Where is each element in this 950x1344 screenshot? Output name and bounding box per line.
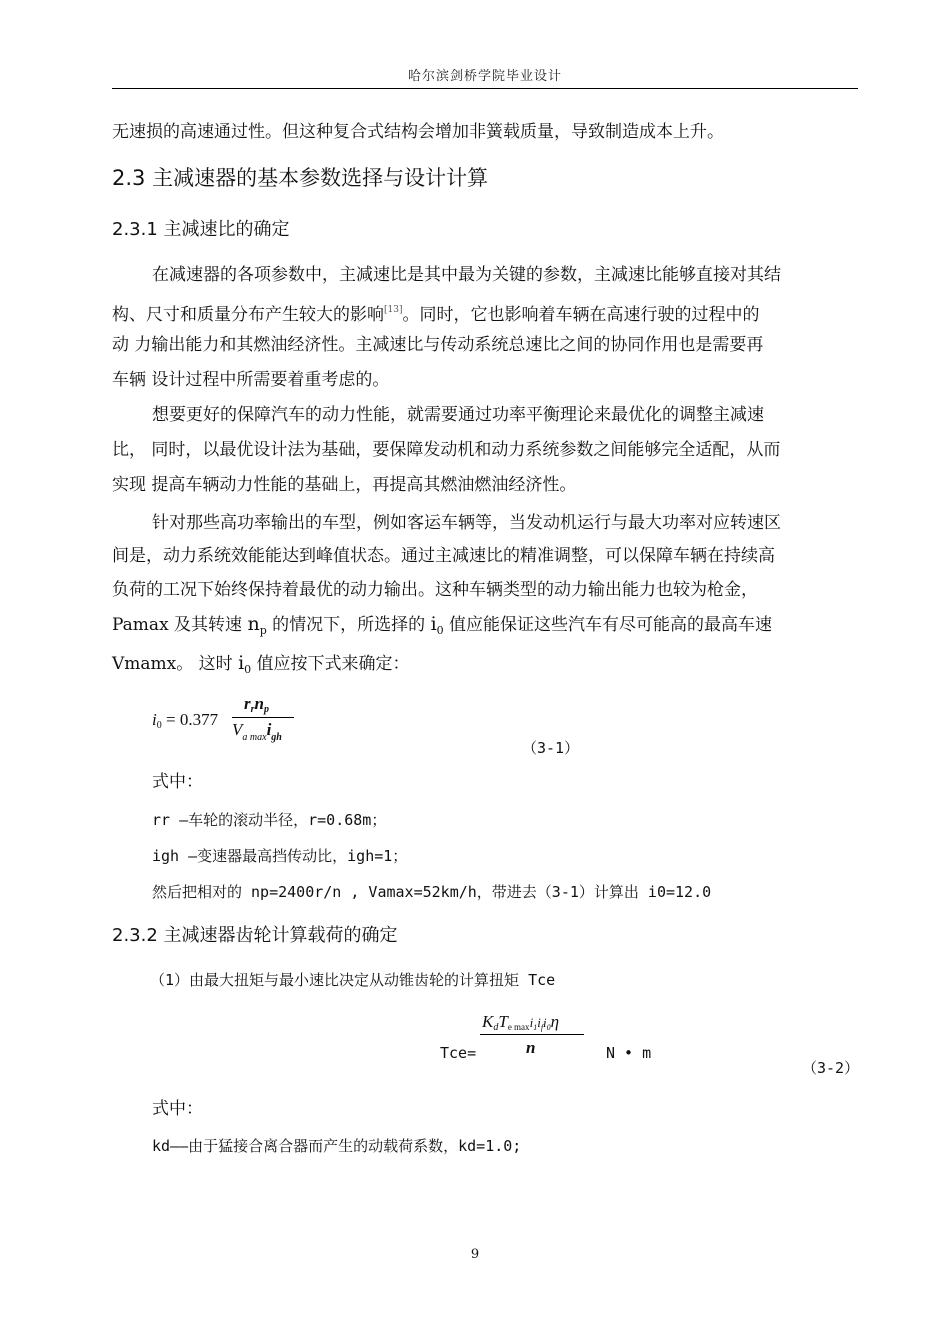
fraction-bar xyxy=(232,717,294,718)
subsection-title-1: 2.3.1 主减速比的确定 xyxy=(112,219,290,240)
page-header: 哈尔滨剑桥学院毕业设计 xyxy=(407,69,562,84)
paragraph-line: 动 力输出能力和其燃油经济性。主减速比与传动系统总速比之间的协同作用也是需要再 xyxy=(112,335,764,355)
paragraph-line: 针对那些高功率输出的车型，例如客运车辆等，当发动机运行与最大功率对应转速区 xyxy=(152,513,781,533)
formula-3-2 xyxy=(478,1012,588,1062)
list-item: （1）由最大扭矩与最小速比决定从动锥齿轮的计算扭矩 Tce xyxy=(150,971,556,989)
where-label: 式中： xyxy=(152,1099,203,1119)
formula-number: （3-1） xyxy=(522,739,580,757)
paragraph-line: 比， 同时，以最优设计法为基础，要保障发动机和动力系统参数之间能够完全适配，从而 xyxy=(112,440,781,460)
formula-3-1: i0 = 0.377 rrnp $V_{a max}i_{gh}$ xyxy=(152,700,312,750)
citation-ref: [13] xyxy=(384,305,403,315)
where-label: 式中： xyxy=(152,772,203,792)
fraction-denominator: n xyxy=(526,1038,536,1057)
paragraph-line: 想要更好的保障汽车的动力性能，就需要通过功率平衡理论来最优化的调整主减速 xyxy=(152,405,764,425)
formula-unit: N • m xyxy=(606,1044,652,1062)
paragraph-line: 间是，动力系统效能能达到峰值状态。通过主减速比的精准调整，可以保障车辆在持续高 xyxy=(112,546,775,566)
paragraph-line: Pamax 及其转速 $n_p$ 的情况下，所选择的 $i_0$ 值应能保证这些汽车有尽可能高的最高车速 xyxy=(112,613,773,637)
variable-definition: 然后把相对的 np=2400r/n , Vamax=52km/h，带进去（3-1）计算出 i0=12.0 xyxy=(152,883,712,901)
page-number: 9 xyxy=(470,1247,480,1262)
paragraph-line: 实现 提高车辆动力性能的基础上，再提高其燃油燃油经济性。 xyxy=(112,475,577,495)
variable-definition: igh —变速器最高挡传动比，igh=1； xyxy=(152,847,408,865)
header-rule xyxy=(112,88,858,89)
formula-lhs: Tce= xyxy=(440,1044,477,1062)
subsection-title-2: 2.3.2 主减速器齿轮计算载荷的确定 xyxy=(112,925,398,946)
section-title: 2.3 主减速器的基本参数选择与设计计算 xyxy=(112,166,489,190)
formula-number: （3-2） xyxy=(802,1059,860,1077)
paragraph-line: 负荷的工况下始终保持着最优的动力输出。这种车辆类型的动力输出能力也较为枪金， xyxy=(112,580,758,600)
paragraph-line: 车辆 设计过程中所需要着重考虑的。 xyxy=(112,370,390,390)
paragraph-line: 构、尺寸和质量分布产生较大的影响[13]。同时，它也影响着车辆在高速行驶的过程中的 xyxy=(112,305,760,325)
paragraph-line: 在减速器的各项参数中，主减速比是其中最为关键的参数，主减速比能够直接对其结 xyxy=(152,265,781,285)
variable-definition: rr —车轮的滚动半径，r=0.68m； xyxy=(152,811,387,829)
fraction-numerator: rrnp xyxy=(244,694,269,715)
intro-line: 无速损的高速通过性。但这种复合式结构会增加非簧载质量，导致制造成本上升。 xyxy=(112,122,724,142)
fraction-bar xyxy=(480,1034,584,1035)
fraction-numerator: KdTe maxi1ifi0η xyxy=(482,1012,560,1033)
variable-definition: kd——由于猛接合离合器而产生的动载荷系数，kd=1.0; xyxy=(152,1137,522,1155)
fraction-denominator: $V_{a max}i_{gh}$ xyxy=(232,720,282,743)
paragraph-line: Vmamx。 这时 $i_0$ 值应按下式来确定： xyxy=(112,652,410,676)
